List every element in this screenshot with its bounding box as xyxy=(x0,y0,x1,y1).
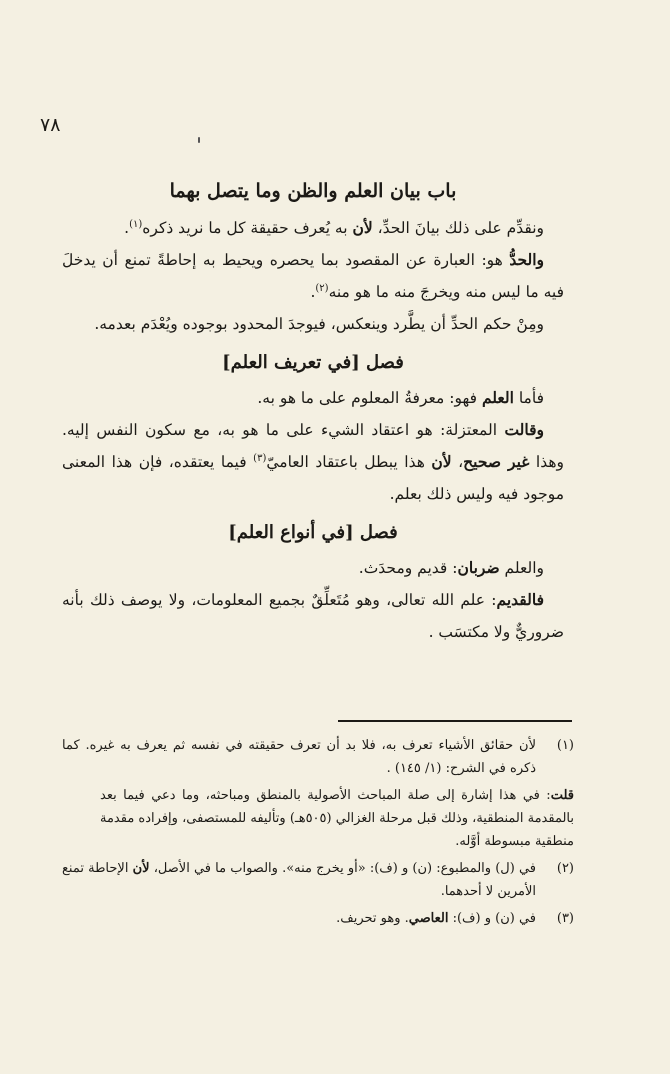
footnote-separator xyxy=(338,720,572,722)
bold-text: غير صحيح xyxy=(463,452,530,471)
footnote-2 xyxy=(62,857,574,903)
footnote-body xyxy=(62,907,536,930)
footnote-text xyxy=(62,857,536,903)
text: والعلم xyxy=(499,559,544,577)
text: : علم الله تعالى، وهو مُتَعلِّقٌ بجميع المعلومات، ولا يوصف ذلك بأنه ضروريٌّ ولا مكتسَب . xyxy=(62,591,564,641)
paragraph-types xyxy=(62,552,564,584)
bold-text: العاصي xyxy=(408,911,449,926)
text: هذا يبطل باعتقاد العاميّ xyxy=(266,453,432,471)
footnote-marker: (٣) xyxy=(253,452,267,464)
text: فهو: معرفةُ المعلوم على ما هو به. xyxy=(257,389,482,407)
footnote-number: (٢) xyxy=(556,861,574,876)
bold-text: لأن xyxy=(132,861,150,876)
section-title-knowledge-types: فصل [في أنواع العلم] xyxy=(228,522,398,543)
text: في (ل) والمطبوع: (ن) و (ف): «أو يخرج منه». والصواب ما في الأصل، xyxy=(149,861,536,876)
footnote-marker: (٢) xyxy=(315,282,329,294)
text: فيما يعتقده، فإن هذا المعنى موجود فيه وليس ذلك بعلم. xyxy=(62,453,564,503)
bold-text: لأن xyxy=(431,452,452,471)
paragraph-mutazila xyxy=(62,414,564,510)
footnote-body xyxy=(62,857,536,903)
chapter-title: باب بيان العلم والظن وما يتصل بهما xyxy=(169,180,457,202)
text: ونقدِّم على ذلك بيانَ الحدِّ، xyxy=(372,219,544,237)
text: هو: العبارة عن المقصود بما يحصره ويحيط به إحاطةً تمنع أن يدخلَ فيه ما ليس منه ويخرجَ منه ما هو منه xyxy=(62,251,564,301)
bold-text: قلت xyxy=(550,788,574,803)
paragraph-definition xyxy=(62,244,564,308)
text: ، xyxy=(451,453,464,471)
text: المعتزلة: هو اعتقاد الشيء على ما هو به، مع سكون النفس إليه. وهذا xyxy=(62,421,564,471)
footnotes xyxy=(62,734,574,934)
paragraph-definition-rule: ومِنْ حكم الحدِّ أن يطَّرد وينعكس، فيوجدَ المحدود بوجوده ويُعْدَم بعدمه. xyxy=(94,315,544,333)
text: فأما xyxy=(513,389,544,407)
text: . xyxy=(124,219,130,237)
text: . xyxy=(310,283,316,301)
editor-note xyxy=(100,784,574,853)
footnote-body xyxy=(62,734,536,780)
bold-text: ضربان xyxy=(457,558,500,577)
bold-text: فالقديم xyxy=(496,590,544,609)
footnote-number: (٣) xyxy=(556,911,574,926)
paragraph-eternal xyxy=(62,584,564,648)
main-text xyxy=(62,174,564,648)
text: به يُعرف حقيقة كل ما نريد ذكره xyxy=(142,219,353,237)
ink-speck xyxy=(198,137,200,143)
paragraph-definition-intro xyxy=(62,212,564,244)
footnote-text xyxy=(62,907,536,930)
footnote-1 xyxy=(62,734,574,780)
footnote-text: لأن حقائق الأشياء تعرف به، فلا بد أن تعرف حقيقته في نفسه ثم يعرف به غيره. كما ذكره في الشرح: (١/ ١٤٥) . xyxy=(62,738,536,776)
section-title-knowledge-definition: فصل [في تعريف العلم] xyxy=(222,352,404,373)
paragraph-knowledge xyxy=(62,382,564,414)
footnote-number: (١) xyxy=(556,738,574,753)
text: الإحاطة تمنع الأمرين لا أحدهما. xyxy=(62,861,536,899)
footnote-3 xyxy=(62,907,574,930)
bold-text: العلم xyxy=(481,388,514,407)
bold-text: وقالت xyxy=(504,420,544,439)
bold-text: والحدُّ xyxy=(509,250,544,269)
footnote-marker: (١) xyxy=(129,218,143,230)
text: : في هذا إشارة إلى صلة المباحث الأصولية بالمنطق ومباحثه، وما دعي فيما بعد بالمقدمة المنطقية، وذلك قبل مرحلة الغزالي (٥٠٥هـ) وتأليفه للمستصفى، وإفراده مقدمة منطقية مبسوطة أوَّله. xyxy=(100,788,574,849)
text: . وهو تحريف. xyxy=(336,911,409,926)
text: في (ن) و (ف): xyxy=(448,911,536,926)
page-number: ٧٨ xyxy=(40,114,61,136)
bold-text: لأن xyxy=(352,218,373,237)
text: : قديم ومحدَث. xyxy=(358,559,458,577)
